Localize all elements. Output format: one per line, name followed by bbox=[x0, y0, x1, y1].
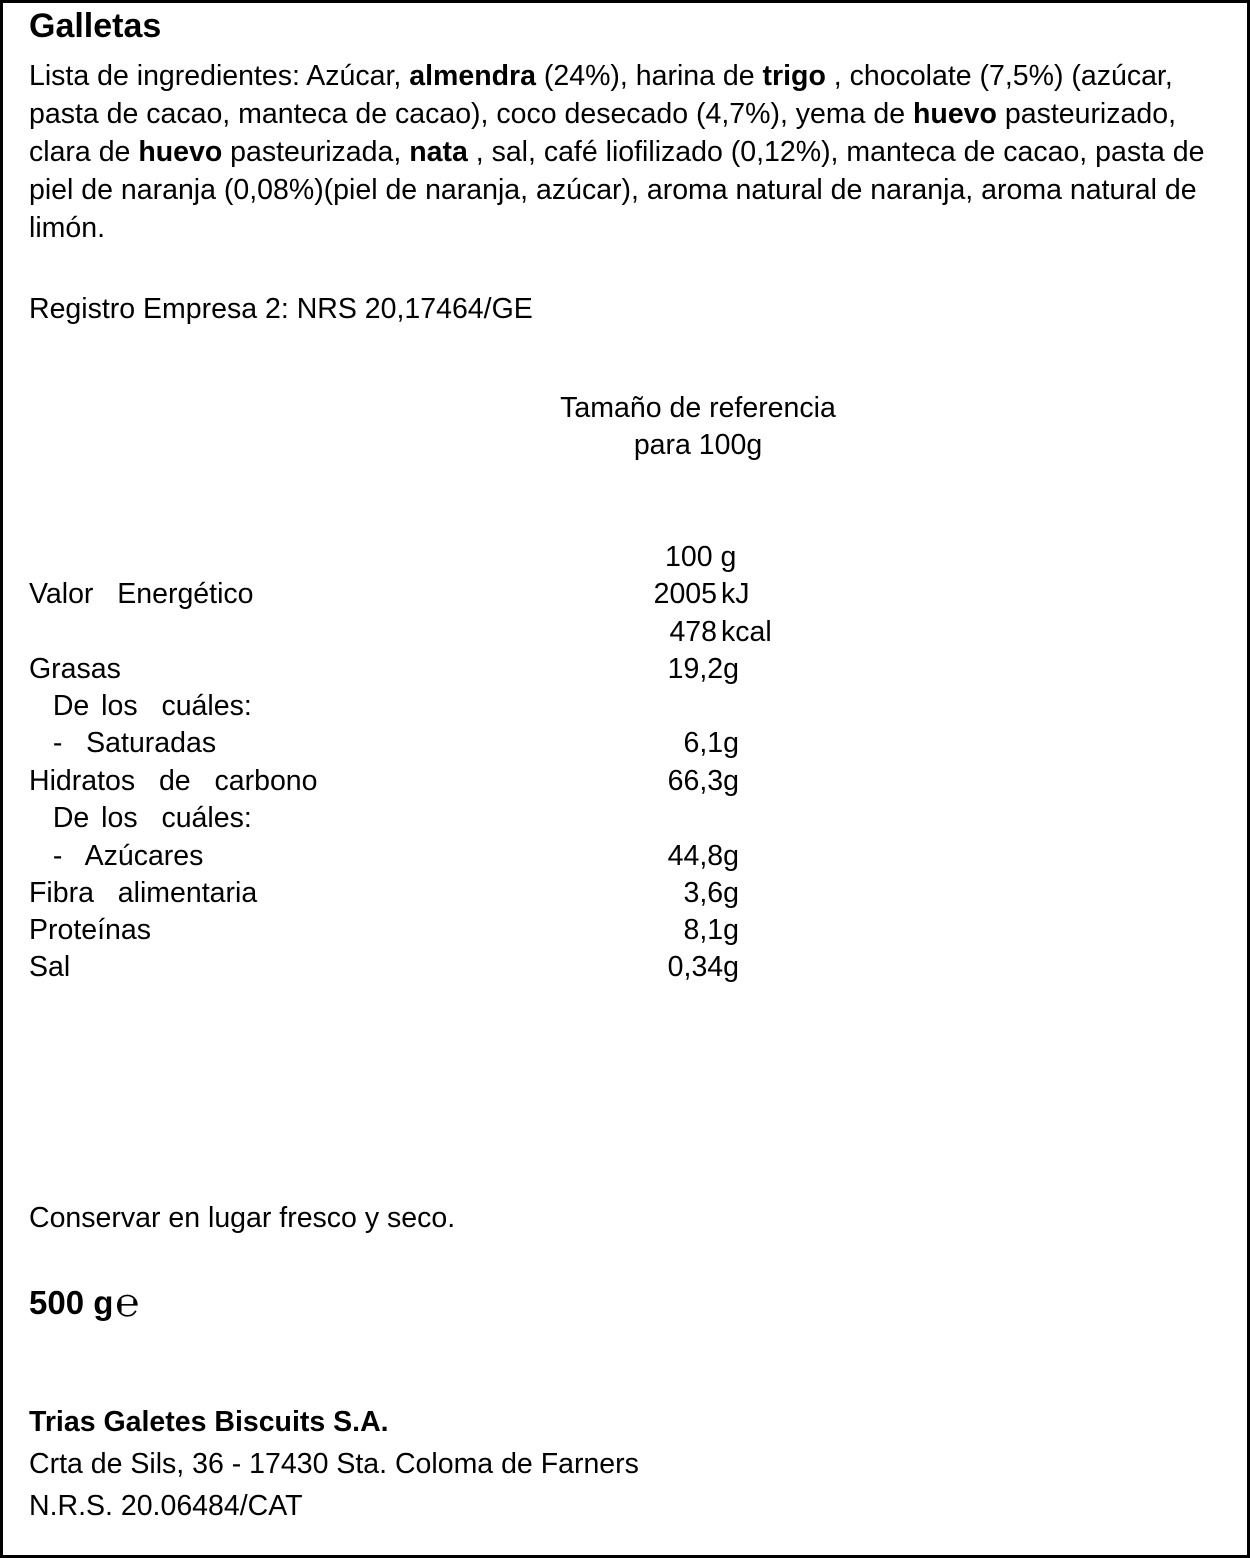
nutrition-column-header: 100 g bbox=[665, 541, 737, 573]
ingredients-text: pasteurizada, bbox=[222, 136, 410, 168]
allergen-trigo: trigo bbox=[762, 60, 826, 92]
allergen-huevo: huevo bbox=[913, 98, 997, 130]
ingredients-text: Lista de ingredientes: Azúcar, bbox=[29, 60, 410, 92]
company-registry: Registro Empresa 2: NRS 20,17464/GE bbox=[29, 293, 533, 325]
nutrient-label: Hidratos de carbono bbox=[29, 765, 318, 797]
nutrient-label: Proteínas bbox=[29, 914, 151, 946]
nutrition-row bbox=[3, 763, 1247, 800]
ingredients-list bbox=[29, 57, 1229, 247]
nutrient-label: Fibra alimentaria bbox=[29, 877, 258, 909]
estimated-sign-icon: ℮ bbox=[115, 1280, 140, 1326]
nutrient-value: 478 bbox=[669, 616, 717, 648]
ingredients-text: , sal, café liofilizado (0,12%), manteca de cacao, pasta de piel de naranja (0,08%)(piel de naranja, azúcar), aroma natural de naranja, aroma natural de limón. bbox=[29, 136, 1205, 244]
nutrient-label: De los cuáles: bbox=[29, 690, 252, 722]
nutrition-row bbox=[3, 875, 1247, 912]
company-info bbox=[29, 1401, 639, 1527]
nutrient-label: Sal bbox=[29, 951, 71, 983]
nutrition-row bbox=[3, 576, 1247, 613]
ingredients-text: pasteurizado, clara de bbox=[29, 98, 1176, 168]
nutrient-value: 19,2g bbox=[667, 653, 739, 685]
reference-size-header bbox=[503, 390, 893, 464]
reference-size-line: Tamaño de referencia bbox=[560, 392, 836, 424]
nutrient-label: De los cuáles: bbox=[29, 802, 252, 834]
company-registry-number: N.R.S. 20.06484/CAT bbox=[29, 1490, 303, 1522]
ingredients-text: , chocolate (7,5%) (azúcar, pasta de cacao, manteca de cacao), coco desecado (4,7%), yema de bbox=[29, 60, 1173, 130]
product-title: Galletas bbox=[29, 7, 162, 45]
allergen-huevo: huevo bbox=[138, 136, 223, 168]
nutrient-value: 44,8g bbox=[667, 840, 739, 872]
net-weight bbox=[29, 1281, 139, 1325]
nutrient-label: - Saturadas bbox=[29, 727, 217, 759]
nutrient-value: 8,1g bbox=[683, 914, 739, 946]
nutrient-label: - Azúcares bbox=[29, 840, 204, 872]
nutrient-value: 2005 bbox=[653, 578, 717, 610]
company-address: Crta de Sils, 36 - 17430 Sta. Coloma de Farners bbox=[29, 1448, 639, 1480]
nutrient-value: 66,3g bbox=[667, 765, 739, 797]
nutrient-value: 3,6g bbox=[683, 877, 739, 909]
nutrition-row bbox=[3, 688, 1247, 725]
nutrition-row bbox=[3, 838, 1247, 875]
ingredients-text: (24%), harina de bbox=[535, 60, 763, 92]
nutrition-row bbox=[3, 949, 1247, 986]
nutrient-unit: kJ bbox=[721, 578, 750, 610]
nutrient-label: Valor Energético bbox=[29, 578, 254, 610]
nutrition-row bbox=[3, 725, 1247, 762]
nutrition-row bbox=[3, 651, 1247, 688]
storage-instructions: Conservar en lugar fresco y seco. bbox=[29, 1202, 456, 1234]
company-name: Trias Galetes Biscuits S.A. bbox=[29, 1406, 389, 1438]
nutrition-row bbox=[3, 912, 1247, 949]
net-weight-value: 500 g bbox=[29, 1284, 114, 1321]
nutrient-label: Grasas bbox=[29, 653, 121, 685]
nutrient-unit: kcal bbox=[721, 616, 772, 648]
reference-size-line: para 100g bbox=[633, 429, 763, 461]
allergen-nata: nata bbox=[409, 136, 468, 168]
allergen-almendra: almendra bbox=[409, 60, 536, 92]
nutrition-row bbox=[3, 614, 1247, 651]
nutrition-row bbox=[3, 800, 1247, 837]
nutrient-value: 0,34g bbox=[667, 951, 739, 983]
nutrient-value: 6,1g bbox=[683, 727, 739, 759]
